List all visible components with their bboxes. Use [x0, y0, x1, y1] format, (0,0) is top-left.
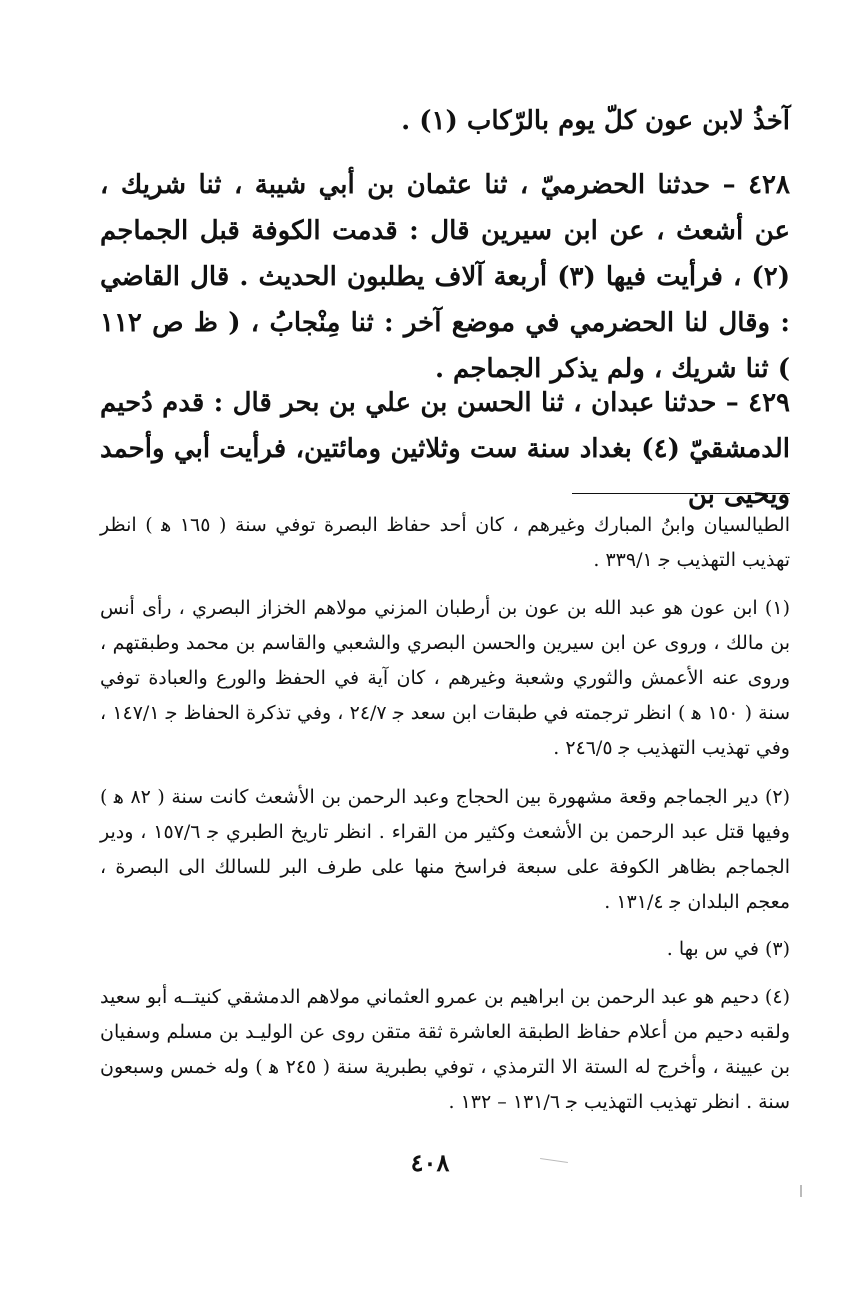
main-paragraph-hadith-428: ٤٢٨ – حدثنا الحضرميّ ، ثنا عثمان بن أبي شيبة ، ثنا شريك ، عن أشعث ، عن ابن سيرين قال : قدمت الكوفة قبل الجماجم (٢) ، فرأيت فيها (٣) أربعة آلاف يطلبون الحديث . قال القاضي : وقال لنا الحضرمي في موضع آخر : ثنا مِنْجابُ ، ( ظ ص ١١٢ ) ثنا شريك ، ولم يذكر الجماجم .	[100, 170, 790, 384]
scan-speck	[800, 1185, 802, 1197]
footnote-3: (٣) في س بها .	[666, 938, 790, 960]
footnote-1: (١) ابن عون هو عبد الله بن عون بن أرطبان المزني مولاهم الخزاز البصري ، رأى أنس بن مالك ، وروى عن ابن سيرين والحسن البصري والشعبي والقاسم بن محمد وطبقتهم ، وروى عنه الأعمش والثوري وشعبة وغيرهم ، كان آية في الحفظ والورع والعبادة توفي سنة ( ١٥٠ ﻫ ) انظر ترجمته في طبقات ابن سعد ﺟ ٢٤/٧ ، وفي تذكرة الحفاظ ﺟ ١٤٧/١ ، وفي تهذيب التهذيب ﺟ ٢٤٦/٥ .	[100, 597, 790, 759]
footnote-4: (٤) دحيم هو عبد الرحمن بن ابراهيم بن عمرو العثماني مولاهم الدمشقي كنيتــه أبو سعيد ولقبه دحيم من أعلام حفاظ الطبقة العاشرة ثقة متقن روى عن الوليـد بن مسلم وسفيان بن عيينة ، وأخرج له الستة الا الترمذي ، توفي بطبرية سنة ( ٢٤٥ ﻫ ) وله خمس وسبعون سنة . انظر تهذيب التهذيب ﺟ ١٣١/٦ – ١٣٢ .	[100, 986, 790, 1113]
footnote-continued: الطيالسيان وابنُ المبارك وغيرهم ، كان أحد حفاظ البصرة توفي سنة ( ١٦٥ ﻫ ) انظر تهذيب التهذيب ﺟ ٣٣٩/١ .	[100, 514, 790, 571]
footnote-separator	[572, 493, 790, 494]
scan-speck	[540, 1158, 568, 1163]
main-paragraph-hadith-429: ٤٢٩ – حدثنا عبدان ، ثنا الحسن بن علي بن بحر قال : قدم دُحيم الدمشقيّ (٤) بغداد سنة ست وثلاثين ومائتين، فرأيت أبي وأحمد ويحيى بن	[100, 388, 791, 510]
footnote-2: (٢) دير الجماجم وقعة مشهورة بين الحجاج وعبد الرحمن بن الأشعث كانت سنة ( ٨٢ ﻫ ) وفيها قتل عبد الرحمن بن الأشعث وكثير من القراء . انظر تاريخ الطبري ﺟ ١٥٧/٦ ، ودير الجماجم بظاهر الكوفة على سبعة فراسخ منها على طرف البر للسالك الى البصرة ، معجم البلدان ﺟ ١٣١/٤ .	[100, 786, 791, 913]
page-number: ٤٠٨	[410, 1148, 450, 1177]
main-paragraph-continuation: آخذُ لابن عون كلّ يوم بالرّكاب (١) .	[401, 106, 790, 136]
